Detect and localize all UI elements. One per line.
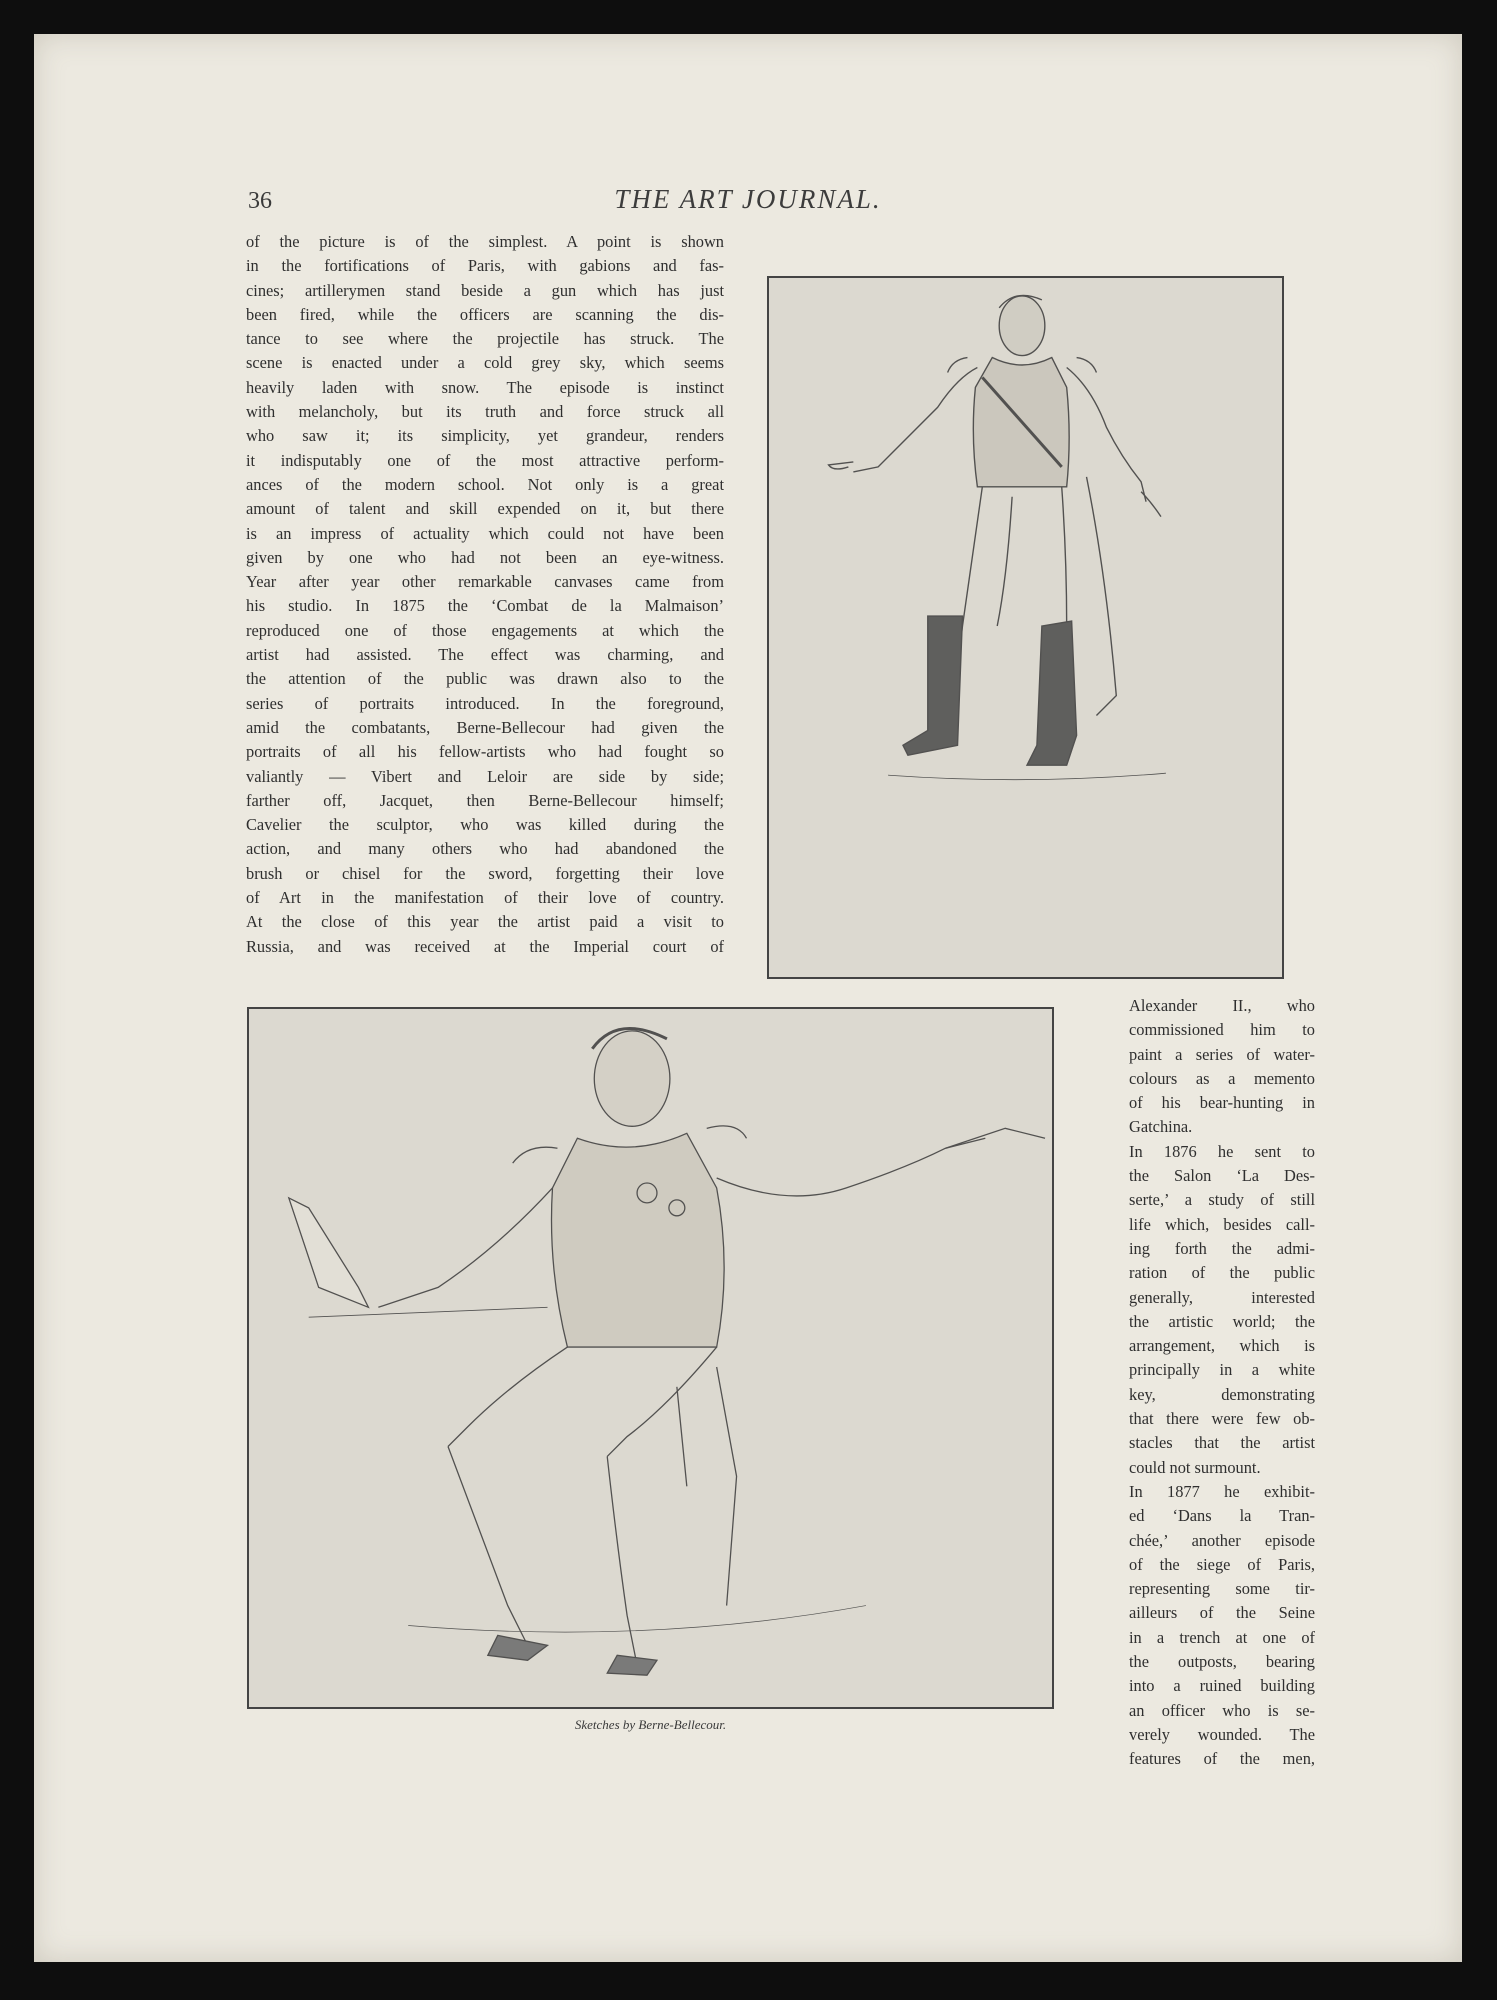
text-line: representing some tir- — [1129, 1579, 1315, 1599]
figure-caption: Sketches by Berne-Bellecour. — [574, 1717, 727, 1732]
page-number: 36 — [248, 188, 272, 214]
text-line: that there were few ob- — [1129, 1409, 1315, 1429]
text-line: his studio. In 1875 the ‘Combat de la Malmaison’ — [246, 596, 724, 616]
text-line: ances of the modern school. Not only is a great — [246, 474, 724, 494]
text-line: In 1877 he exhibit- — [1129, 1481, 1315, 1501]
text-line: paint a series of water- — [1129, 1044, 1315, 1064]
text-line: Gatchina. — [1129, 1117, 1193, 1137]
text-line: life which, besides call- — [1129, 1214, 1315, 1234]
text-line: Year after year other remarkable canvases came from — [246, 572, 724, 592]
text-line: given by one who had not been an eye-witness. — [246, 547, 724, 567]
text-line: tance to see where the projectile has struck. The — [246, 329, 724, 349]
text-line: the outposts, bearing — [1129, 1652, 1315, 1672]
text-line: Russia, and was received at the Imperial court of — [246, 936, 724, 956]
text-line: of his bear-hunting in — [1129, 1093, 1315, 1113]
text-line: of the picture is of the simplest. A point is shown — [246, 232, 724, 251]
text-line: series of portraits introduced. In the foreground, — [246, 693, 724, 713]
page-sheet — [34, 34, 1462, 1962]
left-text-column — [246, 230, 724, 959]
text-line: scene is enacted under a cold grey sky, which seems — [246, 353, 724, 373]
text-line: Cavelier the sculptor, who was killed during the — [246, 815, 724, 835]
text-line: brush or chisel for the sword, forgetting their love — [246, 863, 724, 883]
text-line: stacles that the artist — [1129, 1433, 1315, 1453]
text-line: serte,’ a study of still — [1129, 1190, 1315, 1210]
seated-napoleon-sketch — [247, 1007, 1054, 1709]
text-line: of Art in the manifestation of their love of country. — [246, 888, 724, 908]
text-line: farther off, Jacquet, then Berne-Bellecour himself; — [246, 790, 724, 810]
text-line: key, demonstrating — [1129, 1384, 1315, 1404]
text-line: chée,’ another episode — [1129, 1530, 1315, 1550]
text-line: ed ‘Dans la Tran- — [1129, 1506, 1315, 1526]
text-line: been fired, while the officers are scanning the dis- — [246, 304, 724, 324]
text-line: At the close of this year the artist paid a visit to — [246, 912, 724, 932]
text-line: in a trench at one of — [1129, 1627, 1315, 1647]
running-head: THE ART JOURNAL. — [614, 184, 882, 214]
text-line: portraits of all his fellow-artists who had fought so — [246, 742, 724, 762]
text-line: generally, interested — [1129, 1287, 1315, 1307]
text-line: valiantly — Vibert and Leloir are side by side; — [246, 766, 724, 786]
text-line: the Salon ‘La Des- — [1129, 1166, 1315, 1186]
text-line: colours as a memento — [1129, 1068, 1315, 1088]
text-line: ing forth the admi- — [1129, 1238, 1315, 1258]
text-line: amid the combatants, Berne-Bellecour had given the — [246, 717, 724, 737]
text-line: it indisputably one of the most attractive perform- — [246, 450, 724, 470]
text-line: with melancholy, but its truth and force struck all — [246, 402, 724, 422]
text-line: principally in a white — [1129, 1360, 1315, 1380]
text-line: artist had assisted. The effect was charming, and — [246, 645, 724, 665]
text-line: could not surmount. — [1129, 1457, 1261, 1477]
text-line: arrangement, which is — [1129, 1336, 1315, 1356]
text-line: of the siege of Paris, — [1129, 1554, 1315, 1574]
text-line: in the fortifications of Paris, with gabions and fas- — [246, 256, 724, 276]
text-line: verely wounded. The — [1129, 1724, 1315, 1744]
text-line: amount of talent and skill expended on it, but there — [246, 499, 724, 519]
text-line: heavily laden with snow. The episode is instinct — [246, 377, 724, 397]
text-line: ailleurs of the Seine — [1129, 1603, 1315, 1623]
text-line: who saw it; its simplicity, yet grandeur, renders — [246, 426, 724, 446]
right-text-column — [1129, 994, 1315, 1772]
text-line: commissioned him to — [1129, 1020, 1315, 1040]
standing-officer-sketch — [767, 276, 1284, 979]
text-line: into a ruined building — [1129, 1676, 1315, 1696]
text-line: the artistic world; the — [1129, 1311, 1315, 1331]
text-line: ration of the public — [1129, 1263, 1315, 1283]
text-line: the attention of the public was drawn also to the — [246, 669, 724, 689]
text-line: an officer who is se- — [1129, 1700, 1315, 1720]
text-line: action, and many others who had abandoned the — [246, 839, 724, 859]
text-line: cines; artillerymen stand beside a gun which has just — [246, 280, 724, 300]
text-line: is an impress of actuality which could not have been — [246, 523, 724, 543]
text-line: features of the men, — [1129, 1749, 1315, 1769]
standing-officer-drawing — [769, 278, 1282, 977]
seated-napoleon-drawing — [249, 1009, 1052, 1707]
text-line: Alexander II., who — [1129, 996, 1315, 1015]
text-line: reproduced one of those engagements at which the — [246, 620, 724, 640]
text-line: In 1876 he sent to — [1129, 1141, 1315, 1161]
